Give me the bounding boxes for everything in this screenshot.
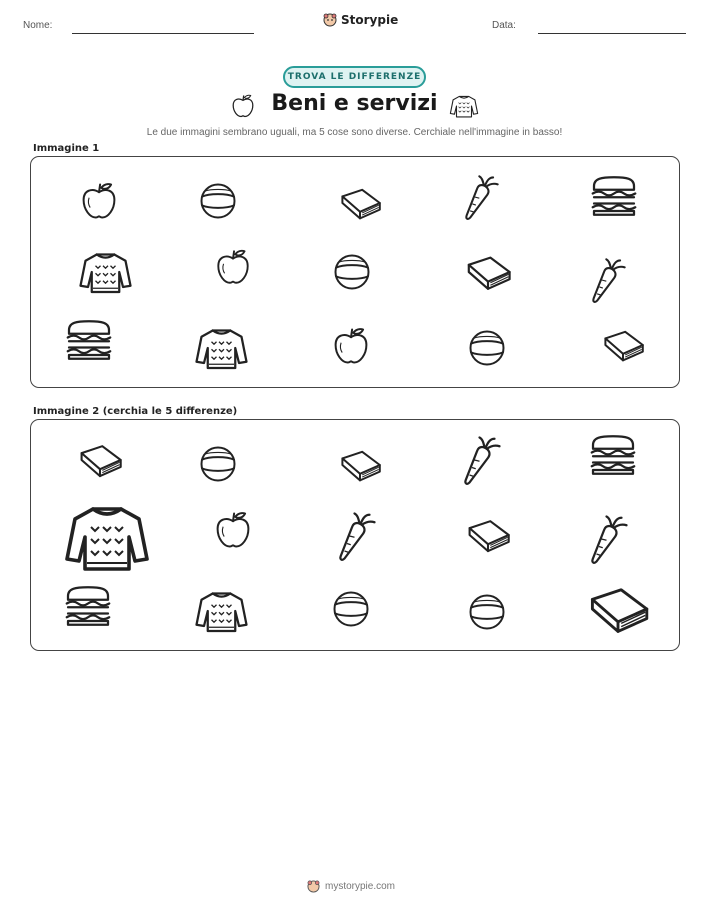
image1-carrot-icon bbox=[466, 176, 497, 219]
name-label: Nome: bbox=[23, 20, 53, 31]
image1-book-icon bbox=[605, 332, 642, 361]
image2-scene[interactable] bbox=[31, 420, 681, 652]
image2-panel bbox=[30, 419, 680, 651]
image2-sweater-icon[interactable] bbox=[67, 509, 147, 569]
image2-book-icon[interactable] bbox=[82, 446, 121, 476]
title-sweater-icon bbox=[449, 92, 479, 120]
image2-carrot-icon[interactable] bbox=[465, 438, 499, 484]
image2-ball-icon[interactable] bbox=[202, 448, 235, 481]
image1-book-icon bbox=[469, 258, 510, 289]
image1-scene bbox=[31, 157, 681, 389]
image1-ball-icon bbox=[202, 185, 235, 218]
image1-ball-icon bbox=[471, 332, 504, 365]
image2-book-icon[interactable] bbox=[470, 521, 509, 551]
image2-ball-icon[interactable] bbox=[335, 593, 368, 626]
image2-apple-icon[interactable] bbox=[218, 513, 249, 546]
image1-apple-icon bbox=[336, 329, 367, 362]
instructions: Le due immagini sembrano uguali, ma 5 cose sono diverse. Cerchiale nell'immagine in basso! bbox=[146, 127, 563, 138]
footer bbox=[307, 880, 395, 893]
image2-carrot-icon[interactable] bbox=[340, 514, 374, 560]
image2-carrot-icon[interactable] bbox=[592, 517, 626, 563]
image2-book-icon[interactable] bbox=[342, 452, 379, 481]
image1-panel bbox=[30, 156, 680, 388]
activity-badge: TROVA LE DIFFERENZE bbox=[283, 66, 426, 88]
date-label: Data: bbox=[492, 20, 516, 31]
image1-sweater-icon bbox=[197, 331, 247, 369]
brand-name: Storypie bbox=[341, 13, 399, 27]
image1-book-icon bbox=[342, 190, 379, 219]
footer-url: mystorypie.com bbox=[325, 881, 396, 892]
page-title: Beni e servizi bbox=[271, 91, 438, 116]
image2-sandwich-icon[interactable] bbox=[592, 436, 635, 474]
storypie-mascot-icon bbox=[323, 13, 337, 27]
image1-sandwich-icon bbox=[68, 321, 111, 359]
image1-carrot-icon bbox=[593, 259, 624, 302]
image1-sweater-icon bbox=[81, 255, 131, 293]
image1-sandwich-icon bbox=[593, 177, 636, 215]
image2-label: Immagine 2 (cerchia le 5 differenze) bbox=[33, 406, 238, 417]
name-line[interactable] bbox=[72, 33, 254, 34]
image1-apple-icon bbox=[84, 184, 115, 217]
image2-ball-icon[interactable] bbox=[471, 596, 504, 629]
storypie-mascot-icon bbox=[307, 880, 320, 893]
image2-book-icon[interactable] bbox=[592, 590, 646, 632]
brand-logo bbox=[323, 13, 398, 27]
image1-ball-icon bbox=[336, 256, 369, 289]
date-line[interactable] bbox=[538, 33, 686, 34]
image1-label: Immagine 1 bbox=[33, 143, 100, 154]
image1-apple-icon bbox=[218, 251, 247, 283]
image2-sandwich-icon[interactable] bbox=[67, 587, 110, 625]
image2-sweater-icon[interactable] bbox=[197, 594, 247, 632]
